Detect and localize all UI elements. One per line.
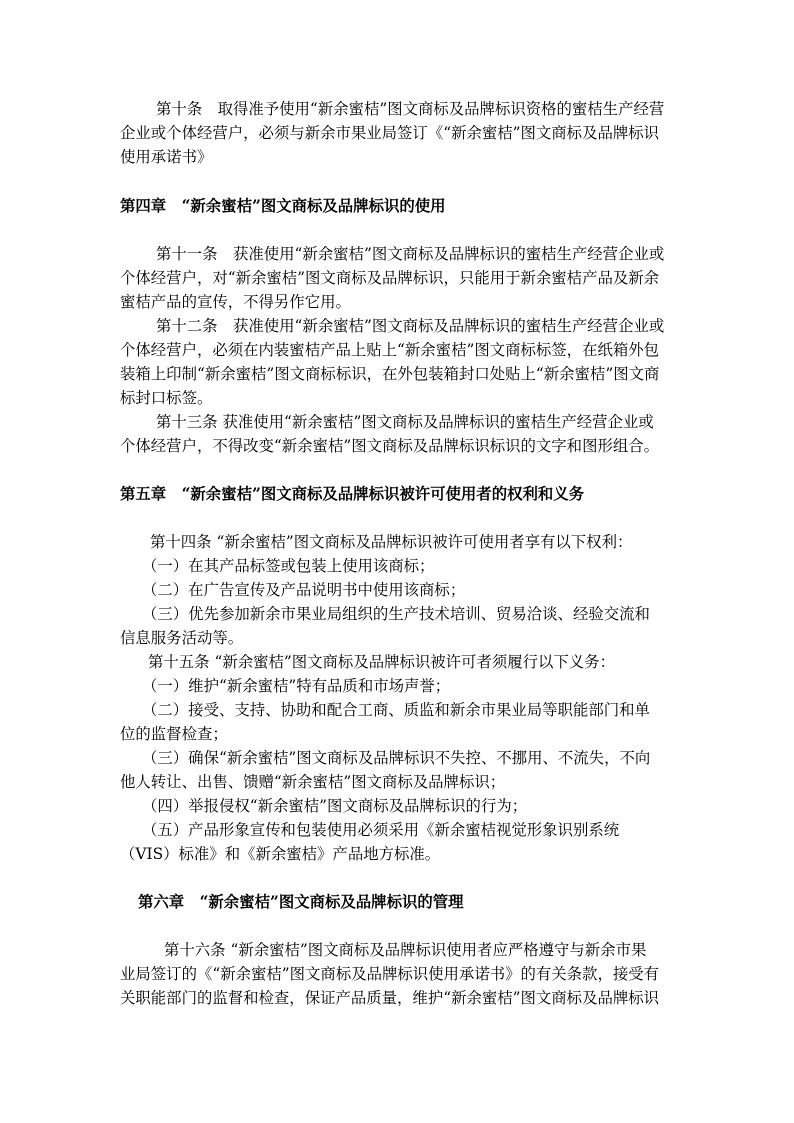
art10-line-3: 使用承诺书》 bbox=[120, 148, 213, 166]
art15-item-2-cont: 位的监督检查； bbox=[120, 725, 228, 743]
art11-line-1: 第十一条 获准使用“新余蜜桔”图文商标及品牌标识的蜜桔生产经营企业或 bbox=[156, 245, 665, 263]
chapter-6-heading: 第六章 “新余蜜桔”图文商标及品牌标识的管理 bbox=[138, 893, 464, 911]
art15-item-3-cont: 他人转让、出售、馈赠“新余蜜桔”图文商标及品牌标识； bbox=[120, 773, 506, 791]
art14-item-1: （一）在其产品标签或包装上使用该商标； bbox=[142, 557, 435, 575]
chapter-5-heading: 第五章 “新余蜜桔”图文商标及品牌标识被许可使用者的权利和义务 bbox=[120, 485, 585, 503]
art14-item-2: （二）在广告宣传及产品说明书中使用该商标； bbox=[142, 581, 466, 599]
chapter-4-heading: 第四章 “新余蜜桔”图文商标及品牌标识的使用 bbox=[120, 197, 446, 215]
art15-item-5-cont: （VIS）标准》和《新余蜜桔》产品地方标准。 bbox=[120, 845, 441, 863]
art10-line-1: 第十条 取得准予使用“新余蜜桔”图文商标及品牌标识资格的蜜桔生产经营 bbox=[156, 100, 665, 118]
art11-line-3: 蜜桔产品的宣传，不得另作它用。 bbox=[120, 293, 351, 311]
art15-item-3: （三）确保“新余蜜桔”图文商标及品牌标识不失控、不挪用、不流失，不向 bbox=[142, 749, 651, 767]
art16-line-1: 第十六条 “新余蜜桔”图文商标及品牌标识使用者应严格遵守与新余市果 bbox=[164, 941, 647, 959]
art15-item-5: （五）产品形象宣传和包装使用必须采用《新余蜜桔视觉形象识别系统 bbox=[142, 821, 620, 839]
art16-line-2: 业局签订的《“新余蜜桔”图文商标及品牌标识使用承诺书》的有关条款，接受有 bbox=[120, 965, 660, 983]
art10-line-2: 企业或个体经营户，必须与新余市果业局签订《“新余蜜桔”图文商标及品牌标识 bbox=[120, 124, 660, 142]
art15-item-1: （一）维护“新余蜜桔”特有品质和市场声誉； bbox=[142, 677, 451, 695]
art14-item-3-cont: 信息服务活动等。 bbox=[120, 629, 244, 647]
art12-line-4: 标封口标签。 bbox=[120, 389, 213, 407]
art14-line-1: 第十四条 “新余蜜桔”图文商标及品牌标识被许可使用者享有以下权利： bbox=[150, 533, 633, 551]
art11-line-2: 个体经营户，对“新余蜜桔”图文商标及品牌标识，只能用于新余蜜桔产品及新余 bbox=[120, 269, 660, 287]
art16-line-3: 关职能部门的监督和检查，保证产品质量，维护“新余蜜桔”图文商标及品牌标识 bbox=[120, 989, 660, 1007]
art13-line-1: 第十三条 获准使用“新余蜜桔”图文商标及品牌标识的蜜桔生产经营企业或 bbox=[156, 413, 654, 431]
art15-item-2: （二）接受、支持、协助和配合工商、质监和新余市果业局等职能部门和单 bbox=[142, 701, 650, 719]
art12-line-3: 装箱上印制“新余蜜桔”图文商标标识，在外包装箱封口处贴上“新余蜜桔”图文商 bbox=[120, 365, 660, 383]
art15-item-4: （四）举报侵权“新余蜜桔”图文商标及品牌标识的行为； bbox=[142, 797, 528, 815]
art13-line-2: 个体经营户，不得改变“新余蜜桔”图文商标及品牌标识标识的文字和图形组合。 bbox=[120, 437, 660, 455]
art12-line-1: 第十二条 获准使用“新余蜜桔”图文商标及品牌标识的蜜桔生产经营企业或 bbox=[156, 317, 665, 335]
art15-line-1: 第十五条 “新余蜜桔”图文商标及品牌标识被许可者须履行以下义务： bbox=[148, 653, 615, 671]
art12-line-2: 个体经营户，必须在内装蜜桔产品上贴上“新余蜜桔”图文商标标签，在纸箱外包 bbox=[120, 341, 660, 359]
art14-item-3: （三）优先参加新余市果业局组织的生产技术培训、贸易洽谈、经验交流和 bbox=[142, 605, 650, 623]
